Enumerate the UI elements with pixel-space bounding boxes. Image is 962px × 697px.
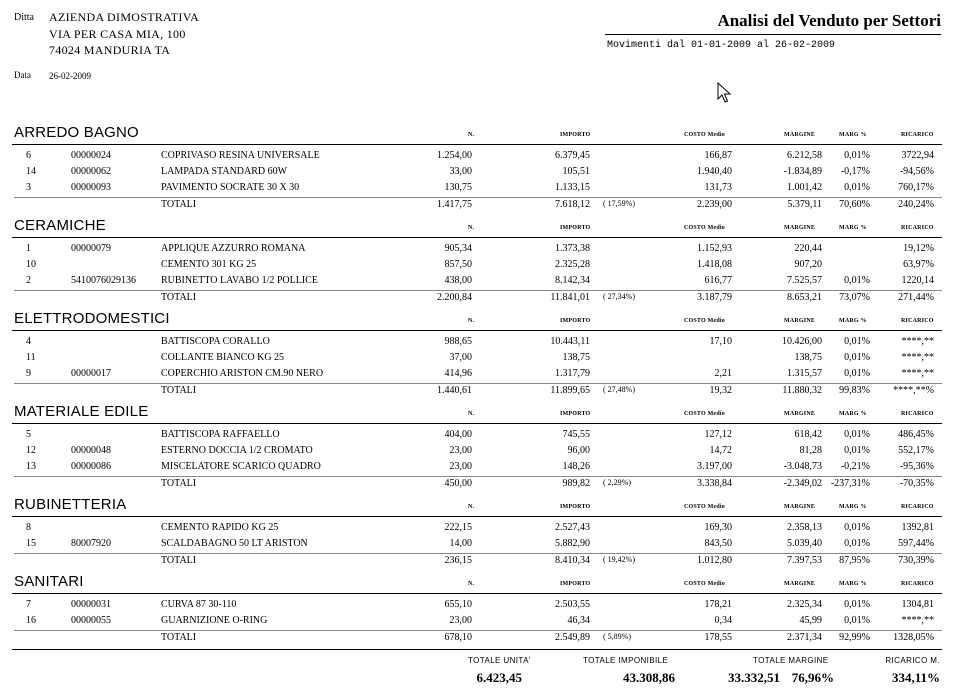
column-header-ricarico: RICARICO [901,318,934,324]
totals-ricarico: 1328,05% [893,632,934,643]
totals-pct: ( 17,59%) [603,199,635,208]
cell-importo: 148,26 [562,461,590,472]
table-row [12,429,942,445]
ditta-label: Ditta [14,12,34,23]
cell-ricarico: ****,** [901,615,934,626]
totals-costo: 2.239,00 [697,199,732,210]
cell-costo: 1.418,08 [697,259,732,270]
column-header-costo: COSTO Medio [684,411,725,417]
column-header-marg-pct: MARG % [839,504,867,510]
cell-ricarico: 552,17% [898,445,934,456]
cell-marg-pct: 0,01% [844,599,870,610]
column-header-ricarico: RICARICO [901,225,934,231]
cell-margine: 138,75 [794,352,822,363]
section-title: SANITARI [14,573,84,590]
totals-pct: ( 19,42%) [603,555,635,564]
cell-ricarico: 63,97% [903,259,934,270]
totals-label: TOTALI [161,292,197,303]
cell-code: 80007920 [71,538,111,549]
cell-costo: 2,21 [714,368,732,379]
cell-id: 6 [26,150,31,161]
report-period: Movimenti dal 01-01-2009 al 26-02-2009 [607,40,836,51]
totals-costo: 178,55 [704,632,732,643]
cell-marg-pct: 0,01% [844,182,870,193]
section-title: RUBINETTERIA [14,496,127,513]
cell-n: 23,00 [449,461,472,472]
cell-marg-pct: 0,01% [844,352,870,363]
table-row [12,461,942,477]
company-name: AZIENDA DIMOSTRATIVA [49,10,200,24]
report-date: 26-02-2009 [49,71,91,81]
cell-marg-pct: -0,17% [840,166,870,177]
cell-desc: APPLIQUE AZZURRO ROMANA [161,243,306,254]
cell-ricarico: -95,36% [899,461,934,472]
cell-desc: PAVIMENTO SOCRATE 30 X 30 [161,182,300,193]
footer-label-units: TOTALE UNITA' [468,656,531,665]
cell-desc: COLLANTE BIANCO KG 25 [161,352,285,363]
totals-margine: -2.349,02 [783,478,822,489]
totals-costo: 3.187,79 [697,292,732,303]
cell-ricarico: -94,56% [899,166,934,177]
totals-label: TOTALI [161,555,197,566]
cell-importo: 105,51 [562,166,590,177]
cell-code: 00000079 [71,243,111,254]
totals-n: 2.200,84 [437,292,472,303]
column-header-ricarico: RICARICO [901,581,934,587]
report-title: Analisi del Venduto per Settori [717,11,941,30]
section-title: MATERIALE EDILE [14,403,149,420]
cell-id: 10 [26,259,36,270]
column-header-ricarico: RICARICO [901,132,934,138]
column-header-margine: MARGINE [784,411,816,417]
footer-label-margine: TOTALE MARGINE [753,656,829,665]
cell-margine: 45,99 [799,615,822,626]
section-header-rule [12,593,942,594]
cell-id: 3 [26,182,31,193]
column-header-ricarico: RICARICO [901,504,934,510]
totals-ricarico: 730,39% [898,555,934,566]
cell-importo: 8.142,34 [555,275,590,286]
totals-rule [14,476,942,477]
cell-margine: -1.834,89 [783,166,822,177]
cell-costo: 1.152,93 [697,243,732,254]
cell-n: 23,00 [449,445,472,456]
totals-pct: ( 2,29%) [603,478,631,487]
cell-id: 11 [26,352,36,363]
cell-n: 37,00 [449,352,472,363]
totals-row [12,478,942,494]
totals-importo: 8.410,34 [555,555,590,566]
cell-marg-pct: 0,01% [844,522,870,533]
table-row [12,538,942,554]
totals-n: 1.440,61 [437,385,472,396]
cell-costo: 131,73 [704,182,732,193]
table-row [12,182,942,198]
totals-costo: 19,32 [709,385,732,396]
totals-marg-pct: 92,99% [839,632,870,643]
cell-id: 16 [26,615,36,626]
section-title: ELETTRODOMESTICI [14,310,170,327]
cell-desc: LAMPADA STANDARD 60W [161,166,288,177]
cell-desc: RUBINETTO LAVABO 1/2 POLLICE [161,275,318,286]
cell-code: 00000048 [71,445,111,456]
totals-row [12,632,942,648]
cell-code: 00000062 [71,166,111,177]
column-header-importo: IMPORTO [560,411,591,417]
cell-importo: 2.503,55 [555,599,590,610]
column-header-importo: IMPORTO [560,581,591,587]
totals-margine: 7.397,53 [787,555,822,566]
cell-margine: 618,42 [794,429,822,440]
totals-label: TOTALI [161,632,197,643]
totals-n: 678,10 [444,632,472,643]
totals-importo: 7.618,12 [555,199,590,210]
column-header-n: N. [468,581,475,587]
cell-code: 00000093 [71,182,111,193]
cell-ricarico: ****,** [901,336,934,347]
totals-margine: 2.371,34 [787,632,822,643]
cell-margine: 6.212,58 [787,150,822,161]
section-title: ARREDO BAGNO [14,124,139,141]
totals-marg-pct: 99,83% [839,385,870,396]
column-header-marg-pct: MARG % [839,581,867,587]
column-header-costo: COSTO Medio [684,318,725,324]
cell-margine: 7.525,57 [787,275,822,286]
cell-marg-pct: -0,21% [840,461,870,472]
totals-importo: 989,82 [562,478,590,489]
cell-costo: 843,50 [704,538,732,549]
cell-importo: 5.882,90 [555,538,590,549]
cell-importo: 1.317,79 [555,368,590,379]
column-header-marg-pct: MARG % [839,411,867,417]
cell-importo: 1.373,38 [555,243,590,254]
cell-importo: 2.527,43 [555,522,590,533]
totals-rule [14,383,942,384]
totals-marg-pct: 70,60% [839,199,870,210]
cell-ricarico: 3722,94 [901,150,934,161]
totals-label: TOTALI [161,199,197,210]
totals-marg-pct: 73,07% [839,292,870,303]
totals-importo: 11.899,65 [550,385,590,396]
section-header-rule [12,330,942,331]
cell-desc: BATTISCOPA RAFFAELLO [161,429,280,440]
table-row [12,166,942,182]
totals-ricarico: 271,44% [898,292,934,303]
cell-code: 00000017 [71,368,111,379]
cell-costo: 17,10 [709,336,732,347]
cell-marg-pct: 0,01% [844,429,870,440]
column-header-margine: MARGINE [784,225,816,231]
cell-ricarico: 19,12% [903,243,934,254]
cell-ricarico: 1304,81 [901,599,934,610]
column-header-marg-pct: MARG % [839,225,867,231]
cell-desc: SCALDABAGNO 50 LT ARISTON [161,538,308,549]
totals-row [12,199,942,215]
totals-label: TOTALI [161,478,197,489]
totals-margine: 5.379,11 [787,199,822,210]
mouse-cursor-icon [717,82,733,104]
cell-costo: 3.197,00 [697,461,732,472]
cell-desc: BATTISCOPA CORALLO [161,336,270,347]
table-row [12,336,942,352]
cell-margine: 81,28 [799,445,822,456]
cell-importo: 6.379,45 [555,150,590,161]
cell-n: 414,96 [444,368,472,379]
totals-costo: 3.338,84 [697,478,732,489]
cell-costo: 166,87 [704,150,732,161]
cell-desc: COPRIVASO RESINA UNIVERSALE [161,150,320,161]
cell-marg-pct: 0,01% [844,368,870,379]
cell-id: 8 [26,522,31,533]
footer-ricarico-medio: 334,11% [891,670,940,685]
cell-id: 1 [26,243,31,254]
cell-importo: 745,55 [562,429,590,440]
cell-code: 00000024 [71,150,111,161]
cell-id: 2 [26,275,31,286]
cell-n: 130,75 [444,182,472,193]
table-row [12,259,942,275]
cell-desc: CEMENTO 301 KG 25 [161,259,257,270]
cell-costo: 616,77 [704,275,732,286]
column-header-n: N. [468,504,475,510]
cell-id: 5 [26,429,31,440]
column-header-n: N. [468,318,475,324]
cell-ricarico: 486,45% [898,429,934,440]
cell-id: 13 [26,461,36,472]
column-header-marg-pct: MARG % [839,132,867,138]
column-header-costo: COSTO Medio [684,504,725,510]
totals-importo: 2.549,89 [555,632,590,643]
cell-importo: 96,00 [567,445,590,456]
totals-costo: 1.012,80 [697,555,732,566]
totals-ricarico: ****,**% [893,385,934,396]
cell-desc: GUARNIZIONE O-RING [161,615,268,626]
cell-ricarico: 1392,81 [901,522,934,533]
cell-n: 905,34 [444,243,472,254]
column-header-marg-pct: MARG % [839,318,867,324]
column-header-costo: COSTO Medio [684,581,725,587]
cell-importo: 1.133,15 [555,182,590,193]
cell-n: 404,00 [444,429,472,440]
cell-importo: 10.443,11 [550,336,590,347]
cell-n: 23,00 [449,615,472,626]
cell-desc: MISCELATORE SCARICO QUADRO [161,461,321,472]
column-header-importo: IMPORTO [560,318,591,324]
totals-pct: ( 27,48%) [603,385,635,394]
cell-costo: 178,21 [704,599,732,610]
totals-marg-pct: 87,95% [839,555,870,566]
totals-n: 1.417,75 [437,199,472,210]
cell-marg-pct: 0,01% [844,336,870,347]
column-header-margine: MARGINE [784,132,816,138]
cell-n: 438,00 [444,275,472,286]
totals-n: 450,00 [444,478,472,489]
cell-costo: 169,30 [704,522,732,533]
cell-importo: 138,75 [562,352,590,363]
cell-ricarico: ****,** [901,368,934,379]
cell-id: 12 [26,445,36,456]
cell-marg-pct: 0,01% [844,615,870,626]
totals-rule [14,290,942,291]
table-row [12,368,942,384]
totals-row [12,385,942,401]
data-label: Data [14,70,31,80]
footer-total-margine-pct: 76,96% [791,670,834,685]
table-row [12,615,942,631]
totals-marg-pct: -237,31% [830,478,870,489]
totals-label: TOTALI [161,385,197,396]
cell-n: 988,65 [444,336,472,347]
cell-importo: 2.325,28 [555,259,590,270]
footer-label-ricarico: RICARICO M. [885,656,940,665]
cell-id: 15 [26,538,36,549]
totals-ricarico: 240,24% [898,199,934,210]
column-header-n: N. [468,132,475,138]
section-header-rule [12,237,942,238]
table-row [12,275,942,291]
cell-margine: 2.325,34 [787,599,822,610]
section-title: CERAMICHE [14,217,106,234]
cell-code: 00000031 [71,599,111,610]
cell-n: 655,10 [444,599,472,610]
cell-n: 222,15 [444,522,472,533]
table-row [12,522,942,538]
column-header-ricarico: RICARICO [901,411,934,417]
table-row [12,243,942,259]
title-divider [605,34,941,35]
cell-importo: 46,34 [567,615,590,626]
table-row [12,352,942,368]
cell-ricarico: ****,** [901,352,934,363]
totals-n: 236,15 [444,555,472,566]
table-row [12,599,942,615]
footer-total-units: 6.423,45 [476,670,522,685]
cell-ricarico: 597,44% [898,538,934,549]
cell-ricarico: 1220,14 [901,275,934,286]
column-header-n: N. [468,225,475,231]
cell-marg-pct: 0,01% [844,538,870,549]
totals-row [12,555,942,571]
cell-n: 14,00 [449,538,472,549]
column-header-importo: IMPORTO [560,132,591,138]
section-header-rule [12,423,942,424]
cell-costo: 1.940,40 [697,166,732,177]
column-header-costo: COSTO Medio [684,132,725,138]
cell-desc: COPERCHIO ARISTON CM.90 NERO [161,368,324,379]
column-header-costo: COSTO Medio [684,225,725,231]
cell-margine: 10.426,00 [782,336,822,347]
cell-margine: -3.048,73 [783,461,822,472]
totals-pct: ( 5,89%) [603,632,631,641]
totals-importo: 11.841,01 [550,292,590,303]
column-header-importo: IMPORTO [560,504,591,510]
cell-margine: 1.001,42 [787,182,822,193]
cell-ricarico: 760,17% [898,182,934,193]
cell-id: 14 [26,166,36,177]
cell-id: 9 [26,368,31,379]
cell-desc: CURVA 87 30-110 [161,599,237,610]
cell-margine: 5.039,40 [787,538,822,549]
section-header-rule [12,144,942,145]
cell-code: 00000086 [71,461,111,472]
cell-costo: 127,12 [704,429,732,440]
cell-n: 1.254,00 [437,150,472,161]
cell-margine: 1.315,57 [787,368,822,379]
column-header-margine: MARGINE [784,581,816,587]
totals-rule [14,553,942,554]
table-row [12,445,942,461]
column-header-importo: IMPORTO [560,225,591,231]
footer-label-imponibile: TOTALE IMPONIBILE [583,656,669,665]
address-line2: 74024 MANDURIA TA [49,43,171,57]
cell-n: 857,50 [444,259,472,270]
cell-margine: 2.358,13 [787,522,822,533]
footer-divider [12,649,942,650]
address-line1: VIA PER CASA MIA, 100 [49,27,186,41]
table-row [12,150,942,166]
cell-margine: 220,44 [794,243,822,254]
cell-marg-pct: 0,01% [844,445,870,456]
totals-ricarico: -70,35% [899,478,934,489]
section-header-rule [12,516,942,517]
cell-id: 7 [26,599,31,610]
totals-rule [14,630,942,631]
footer-total-imponibile: 43.308,86 [623,670,675,685]
cell-costo: 0,34 [714,615,732,626]
totals-pct: ( 27,34%) [603,292,635,301]
cell-n: 33,00 [449,166,472,177]
cell-id: 4 [26,336,31,347]
cell-margine: 907,20 [794,259,822,270]
totals-margine: 8.653,21 [787,292,822,303]
cell-desc: CEMENTO RAPIDO KG 25 [161,522,279,533]
totals-margine: 11.880,32 [782,385,822,396]
totals-row [12,292,942,308]
cell-code: 5410076029136 [71,275,136,286]
cell-code: 00000055 [71,615,111,626]
column-header-margine: MARGINE [784,504,816,510]
footer-total-margine: 33.332,51 [728,670,780,685]
column-header-n: N. [468,411,475,417]
totals-rule [14,197,942,198]
cell-marg-pct: 0,01% [844,275,870,286]
cell-marg-pct: 0,01% [844,150,870,161]
cell-desc: ESTERNO DOCCIA 1/2 CROMATO [161,445,313,456]
cell-costo: 14,72 [709,445,732,456]
column-header-margine: MARGINE [784,318,816,324]
